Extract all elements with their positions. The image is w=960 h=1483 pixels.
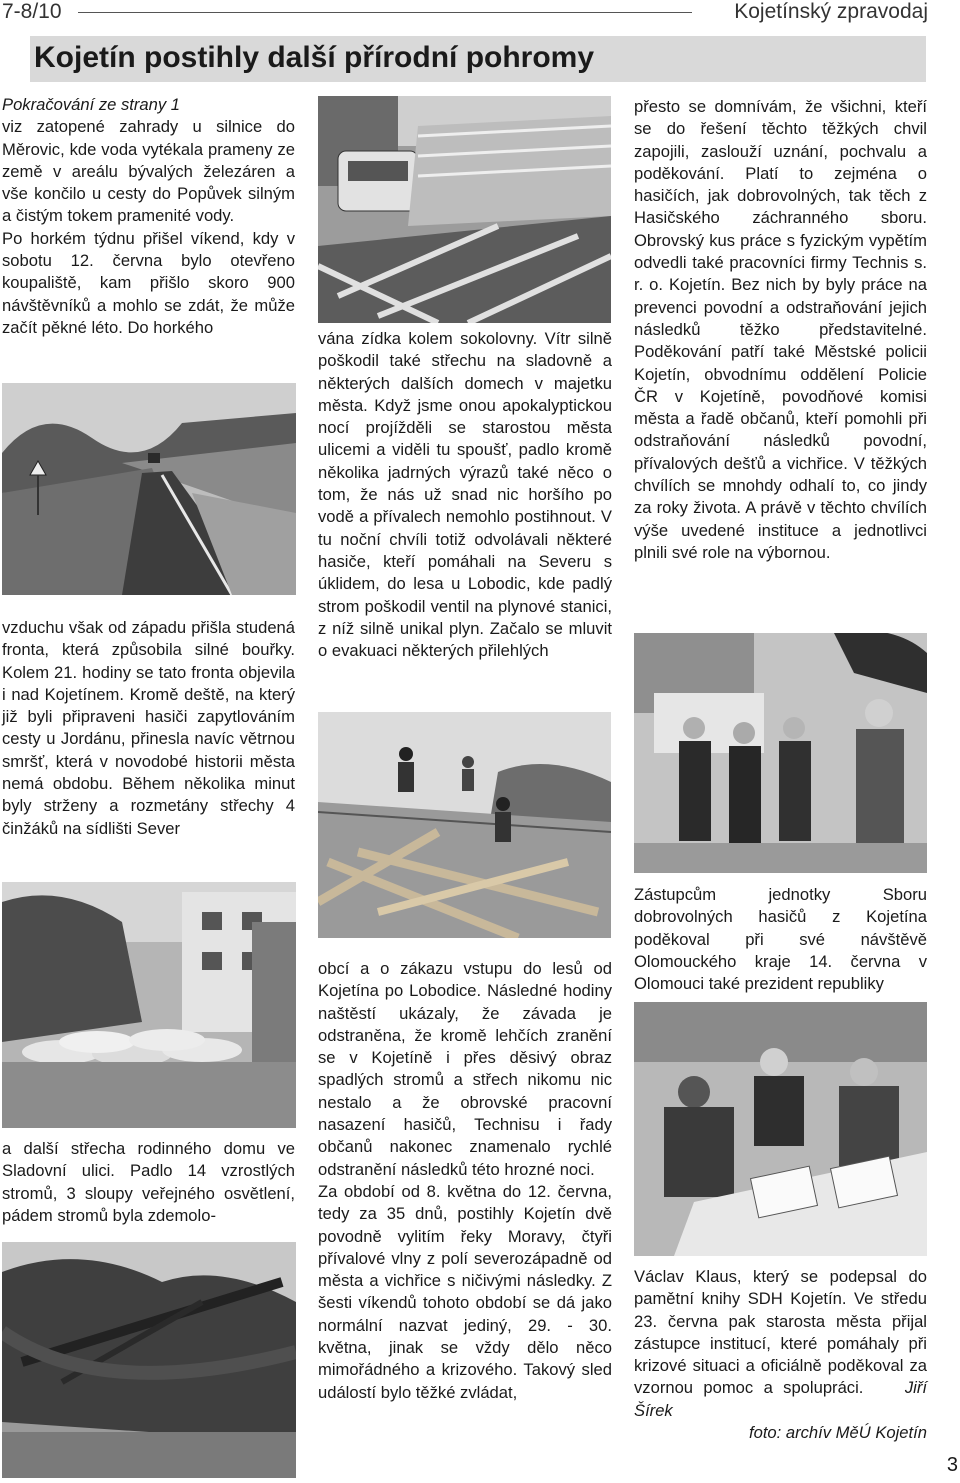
column-1-bottom (2, 1138, 295, 1227)
column-1-middle (2, 617, 295, 840)
photo-caption (634, 1266, 927, 1422)
column-2-bottom (318, 958, 612, 1404)
page-number: 3 (946, 1454, 958, 1476)
column-3-caption-2 (634, 1266, 927, 1444)
publication-name: Kojetínský zpravodaj (734, 0, 928, 23)
header-rule (78, 12, 692, 13)
roof-debris-car-photo (318, 96, 611, 323)
paragraph: vzduchu však od západu přišla studená fronta, která způsobila silné bouřky. Kolem 21. hodiny se tato fronta objevila i nad Kojetínem. Kromě deště, na který již byli připraveni hasiči zapytlováním cesty u Jordánu, přinesla navíc větrnou smršť, která v novodobé historii města nemá obdobu. Během několika minut byly strženy a rozmetány střechy 4 činžáků na sídlišti Sever (2, 618, 295, 838)
president-firefighters-photo (634, 633, 927, 873)
paragraph: obcí a o zákazu vstupu do lesů od Kojetína po Lobodice. Následné hodiny naštěstí ukázaly, že závada je odstraněna, že kromě lehčích zranění se v Kojetíně i přes děsivý obraz spadlých stromů a střech nikomu nic nestalo a že obrovské pracovní nasazení hasičů, Technisu i řady občanů nakonec znamenalo rychlé odstranění následků této hrozné noci. (318, 959, 612, 1179)
paragraph: a další střecha rodinného domu ve Sladovní ulici. Padlo 14 vzrostlých stromů, 3 sloupy veřejného osvětlení, pádem stromů byla zdemolo- (2, 1139, 295, 1225)
continuation-note: Pokračování ze strany 1 (2, 95, 181, 114)
fallen-tree-photo (2, 1242, 296, 1478)
column-2-top (318, 328, 612, 662)
headline: Kojetín postihly další přírodní pohromy (34, 41, 595, 74)
headline-banner (30, 36, 926, 82)
column-3-top (634, 96, 927, 564)
photo-caption: Zástupcům jednotky Sboru dobrovolných hasičů z Kojetína poděkoval při své návštěvě Olomouckého kraje 14. června v Olomouci také prezident republiky (634, 885, 927, 994)
paragraph: viz zatopené zahrady u silnice do Měrovic, kde voda vytékala prameny ze země v areálu bývalých železáren a vše končilo u cesty do Popůvek silným a čistým tokem pramenité vody. (2, 117, 295, 226)
firefighters-roof-photo (318, 712, 611, 938)
paragraph: vána zídka kolem sokolovny. Vítr silně poškodil také střechu na sladovně a některých dalších domech v majetku města. Když jsme onou apokalyptickou nocí projížděli se starostou města ulicemi a viděli tu spoušť, padlo kromě několika jadrných výrazů také něco o tom, že nás už snad nic horšího po vodě a přívalech nemohlo postihnout. V tu noční chvíli totiž odvolávali některé hasiče, kteří pomáhali na Severu s úklidem, do lesa u Lobodic, kde padlý strom poškodil ventil na plynové stanici, z níž silně unikal plyn. Začalo se mluvit o evakuaci některých přilehlých (318, 329, 612, 661)
page-label: 7-8/10 (2, 0, 62, 23)
sandbags-wall-photo (2, 882, 296, 1128)
paragraph: přesto se domnívám, že všichni, kteří se do řešení těchto těžkých chvil zapojili, zaslouží uznání, pochvalu a poděkování. Platí to zejména o hasičích, jak dobrovolných, tak těch z Hasičského záchranného sboru. Obrovský kus práce s fyzickým vypětím odvedli také pracovníci firmy Technis s. r. o. Kojetín. Bez nich by byly práce na prevenci povodní a odstraňování jejich následků těžko představitelné. Poděkování patří také Městské policii Kojetín, obvodnímu oddělení Policie ČR v Kojetíně, povodňové komisi města a řadě občanů, kteří pomohli při odstraňování následků povodní, přívalových dešťů a vichřice. V těžkých chvílích se mnohdy odhalí to, co jindy za roky života. A právě v těchto chvílích výše uvedené instituce a jednotlivci plnili své role na výbornou. (634, 97, 927, 562)
column-3-caption-1 (634, 884, 927, 995)
photo-credit: foto: archív MěÚ Kojetín (748, 1423, 927, 1443)
author-name: Jiří Šírek (634, 1378, 927, 1420)
signing-book-photo (634, 1002, 927, 1256)
column-1-top (2, 94, 295, 339)
paragraph: Za období od 8. května do 12. června, tedy za 35 dnů, postihly Kojetín dvě povodně vylitím řeky Moravy, čtyři přívalové vlny z polí severozápadně od města a vichřice s ničivými následky. Z šesti víkendů tohoto období se dá jako normální nazvat jediný, 29. - 30. května, jinak se vždy dělo něco mimořádného a krizového. Takový sled událostí bylo těžké zvládat, (318, 1181, 612, 1402)
caption-text: Václav Klaus, který se podepsal do pamětní knihy SDH Kojetín. Ve středu 23. června pak starosta města přijal zástupce institucí, které pomáhaly při krizové situaci a oficiálně poděkoval za vzornou pomoc a spolupráci. (634, 1267, 927, 1398)
flooded-road-photo (2, 383, 296, 595)
paragraph: Po horkém týdnu přišel víkend, kdy v sobotu 12. června bylo otevřeno koupaliště, kam přišlo skoro 900 návštěvníků a mohlo se zdát, že může začít pěkné léto. Do horkého (2, 228, 295, 337)
